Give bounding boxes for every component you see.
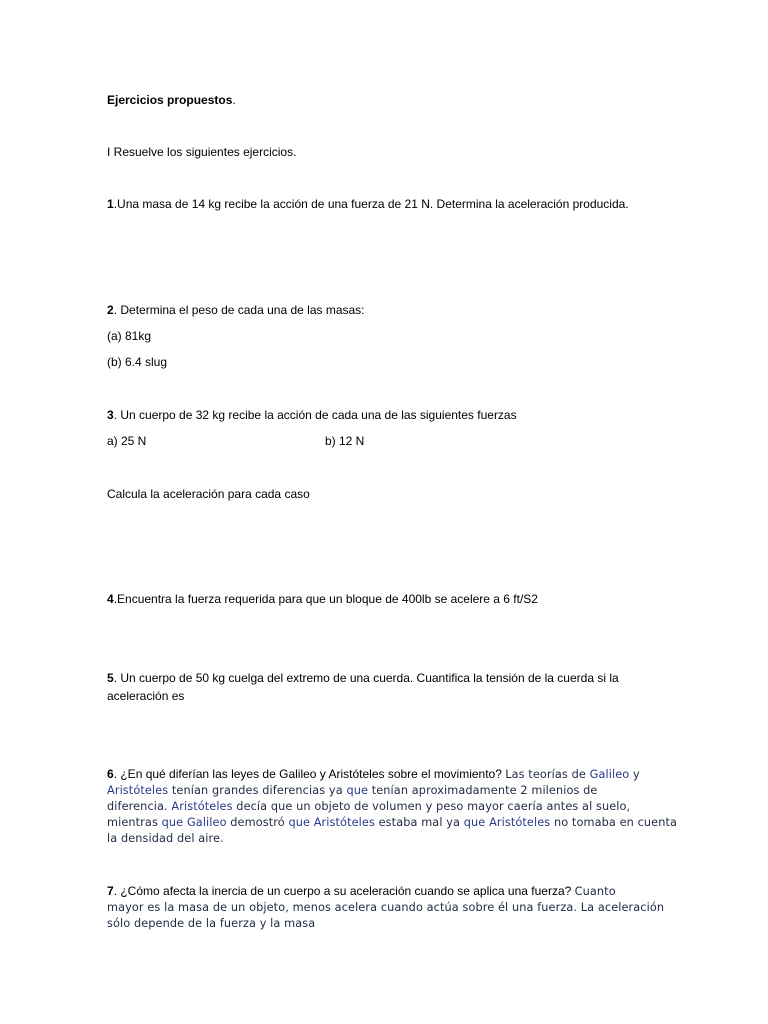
link-que[interactable]: que (463, 816, 486, 829)
answer-text: Cuanto (574, 885, 616, 898)
exercise-text: . Determina el peso de cada una de las masas: (113, 303, 365, 317)
link-que[interactable]: que (288, 816, 311, 829)
exercise-6-answer-line-5: la densidad del aire. (107, 832, 224, 845)
link-aristoteles[interactable]: Aristóteles (313, 816, 375, 829)
exercise-3-option-b: b) 12 N (325, 434, 365, 448)
exercise-6-answer-line-3: diferencia. Aristóteles decía que un objeto de volumen y peso mayor caería antes al suelo, (107, 800, 631, 813)
exercise-text: .Una masa de 14 kg recibe la acción de una fuerza de 21 N. Determina la aceleración producida. (113, 197, 629, 211)
exercise-number: 3 (107, 408, 114, 422)
link-aristoteles[interactable]: Aristóteles (489, 816, 551, 829)
link-galileo[interactable]: Galileo (186, 816, 227, 829)
exercise-text: . Un cuerpo de 50 kg cuelga del extremo de una cuerda. Cuantifica la tensión de la cuerda si la (113, 671, 619, 685)
exercise-number: 2 (107, 303, 114, 317)
exercise-2-option-a: (a) 81kg (107, 329, 152, 343)
link-que[interactable]: que (161, 816, 184, 829)
exercise-text: .Encuentra la fuerza requerida para que un bloque de 400lb se acelere a 6 ft/S2 (113, 592, 538, 606)
instruction: I Resuelve los siguientes ejercicios. (107, 145, 297, 159)
exercise-6 (107, 767, 640, 782)
answer-text: Las teorías de Galileo y (505, 768, 640, 781)
title-period: . (232, 93, 236, 107)
exercise-4 (107, 592, 538, 607)
exercise-question: . ¿Cómo afecta la inercia de un cuerpo a su aceleración cuando se aplica una fuerza? (113, 884, 575, 898)
exercise-question: . ¿En qué diferían las leyes de Galileo y Aristóteles sobre el movimiento? (113, 767, 506, 781)
exercise-3-instruction: Calcula la aceleración para cada caso (107, 487, 310, 501)
link-aristoteles[interactable]: Aristóteles (171, 800, 233, 813)
exercise-6-answer-line-2: Aristóteles tenían grandes diferencias ya que tenían aproximadamente 2 milenios de (107, 784, 598, 797)
exercise-3 (107, 408, 517, 423)
exercise-5-line-2: aceleración es (107, 689, 185, 703)
exercise-3-option-a: a) 25 N (107, 434, 147, 448)
exercise-1 (107, 197, 629, 212)
exercise-5 (107, 671, 619, 686)
exercise-number: 7 (107, 884, 114, 898)
exercise-7 (107, 884, 616, 899)
exercise-2 (107, 303, 365, 318)
exercise-number: 6 (107, 767, 114, 781)
exercise-number: 4 (107, 592, 114, 606)
page-title (107, 93, 236, 108)
title-text: Ejercicios propuestos (107, 93, 233, 107)
link-aristoteles[interactable]: Aristóteles (107, 784, 169, 797)
exercise-number: 5 (107, 671, 114, 685)
exercise-7-answer-line-2: mayor es la masa de un objeto, menos acelera cuando actúa sobre él una fuerza. La aceleración (107, 901, 665, 914)
exercise-number: 1 (107, 197, 114, 211)
exercise-6-answer-line-4: mientras que Galileo demostró que Aristóteles estaba mal ya que Aristóteles no tomaba en cuenta (107, 816, 678, 829)
link-galileo[interactable]: Galileo (589, 768, 630, 781)
exercise-7-answer-line-3: sólo depende de la fuerza y la masa (107, 917, 316, 930)
exercise-text: . Un cuerpo de 32 kg recibe la acción de cada una de las siguientes fuerzas (113, 408, 517, 422)
exercise-2-option-b: (b) 6.4 slug (107, 355, 168, 369)
link-que[interactable]: que (346, 784, 369, 797)
